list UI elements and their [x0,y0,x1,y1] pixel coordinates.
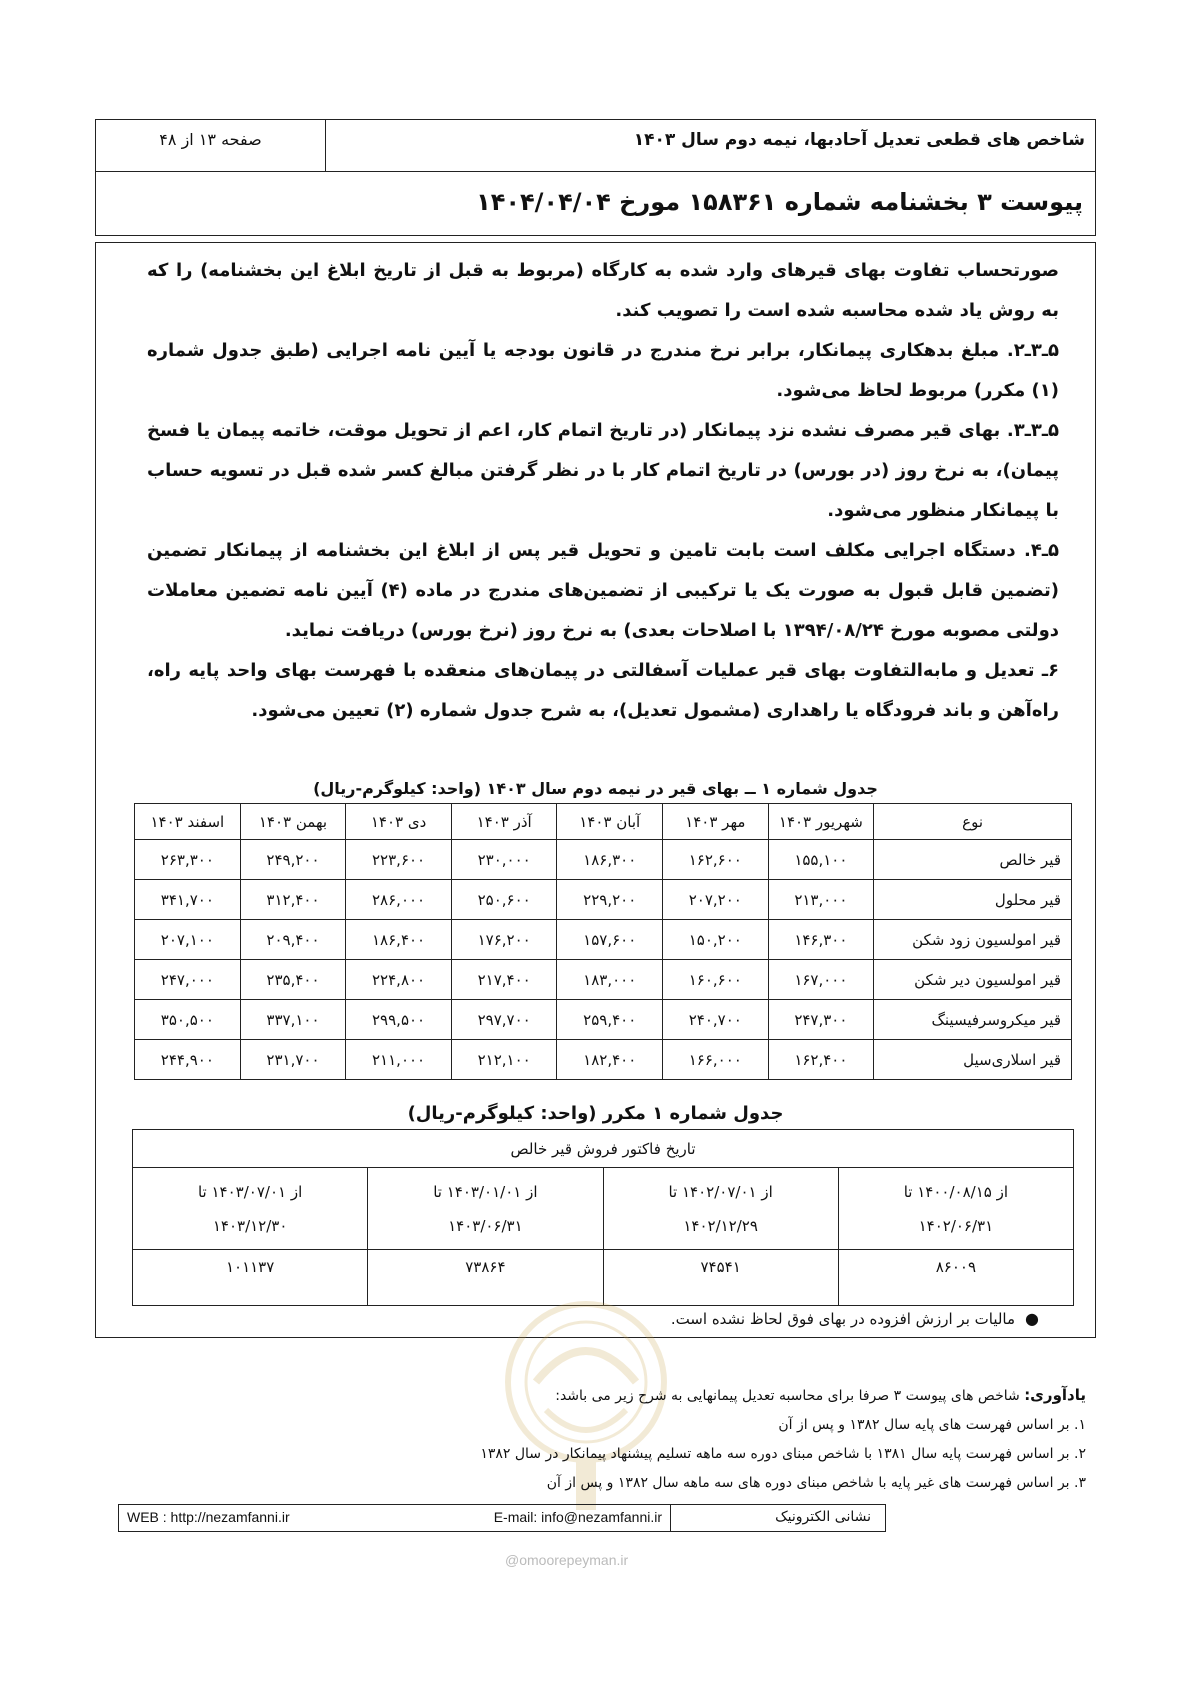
period-end: ۱۴۰۳/۱۲/۳۰ [212,1216,288,1235]
table1-caption: جدول شماره ۱ ــ بهای قیر در نیمه دوم سال ۱۴۰۳ (واحد: کیلوگرم-ریال) [313,779,878,798]
table-cell: ۲۴۰,۷۰۰ [663,1000,769,1040]
table-row [135,880,1072,920]
table-cell: ۲۵۹,۴۰۰ [557,1000,663,1040]
table-cell: ۱۰۱۱۳۷ [133,1250,368,1306]
paragraph: صورتحساب تفاوت بهای قیرهای وارد شده به کارگاه (مربوط به قبل از تاریخ ابلاغ این بخشنامه) را که به روش یاد شده محاسبه شده است را تصویب کند. [147,260,1059,321]
table-row [135,920,1072,960]
table-cell: ۱۵۷,۶۰۰ [557,920,663,960]
reminder-item: ۱. بر اساس فهرست های پایه سال ۱۳۸۲ و پس از آن [778,1417,1086,1433]
column-header: شهریور ۱۴۰۳ [768,804,874,840]
main-content [95,242,1096,1338]
table-cell: قیر امولسیون دیر شکن [874,960,1072,1000]
table-cell: ۲۹۷,۷۰۰ [451,1000,557,1040]
table-row [133,1250,1074,1306]
table-cell: ۲۰۹,۴۰۰ [240,920,346,960]
table-cell: ۲۰۷,۱۰۰ [135,920,241,960]
table-row [135,840,1072,880]
table-cell: ۲۴۴,۹۰۰ [135,1040,241,1080]
table-cell: ۱۷۶,۲۰۰ [451,920,557,960]
table-cell: ۳۵۰,۵۰۰ [135,1000,241,1040]
table-cell: ۱۸۶,۳۰۰ [557,840,663,880]
column-header: آبان ۱۴۰۳ [557,804,663,840]
table-cell: قیر محلول [874,880,1072,920]
email-label: E-mail: [493,1509,538,1525]
table-cell: ۱۶۶,۰۰۰ [663,1040,769,1080]
table-cell: ۲۴۷,۳۰۰ [768,1000,874,1040]
reminder-item: ۳. بر اساس فهرست های غیر پایه با شاخص مبنای دوره های سه ماهه سال ۱۳۸۲ و پس از آن [546,1475,1086,1491]
table-row [135,960,1072,1000]
period-cell [838,1168,1073,1250]
period-start: از ۱۴۰۲/۰۷/۰۱ تا [668,1182,773,1201]
table-cell: ۲۱۷,۴۰۰ [451,960,557,1000]
table-cell: ۲۴۹,۲۰۰ [240,840,346,880]
watermark-text: @omoorepeyman.ir [505,1552,629,1568]
table-cell: ۲۶۳,۳۰۰ [135,840,241,880]
period-end: ۱۴۰۲/۱۲/۲۹ [683,1216,758,1235]
body-text [147,251,1059,731]
bullet-icon: ● [1025,1309,1039,1328]
table-cell: ۱۸۲,۴۰۰ [557,1040,663,1080]
reminder-intro: شاخص های پیوست ۳ صرفا برای محاسبه تعدیل پیمانهایی به شرح زیر می باشد: [555,1388,1020,1404]
paragraph: ۶ـ تعدیل و مابه‌التفاوت بهای قیر عملیات آسفالتی در پیمان‌های منعقده با فهرست بهای واحد پایه راه، راه‌آهن و باند فرودگاه یا راهداری (مشمول تعدیل)، به شرح جدول شماره (۲) تعیین می‌شود. [147,660,1059,721]
table-cell: ۲۲۹,۲۰۰ [557,880,663,920]
period-start: از ۱۴۰۳/۰۷/۰۱ تا [197,1182,303,1201]
period-start: از ۱۴۰۳/۰۱/۰۱ تا [433,1182,538,1201]
reminder-section [86,1381,1086,1498]
table-cell: ۳۱۲,۴۰۰ [240,880,346,920]
table-cell: ۲۸۶,۰۰۰ [346,880,452,920]
column-header: بهمن ۱۴۰۳ [240,804,346,840]
period-end: ۱۴۰۳/۰۶/۳۱ [448,1216,523,1235]
table-cell: ۱۶۰,۶۰۰ [663,960,769,1000]
table-cell: ۲۱۲,۱۰۰ [451,1040,557,1080]
table-cell: ۱۸۶,۴۰۰ [346,920,452,960]
header-row [96,120,1095,172]
table-cell: ۲۳۵,۴۰۰ [240,960,346,1000]
paragraph: ۵ـ۴. دستگاه اجرایی مکلف است بابت تامین و تحویل قیر پس از ابلاغ این بخشنامه از پیمانکار تضمین (تضمین قابل قبول به صورت یک یا ترکیبی از تضمین‌های مندرج در ماده (۴) آیین نامه تضمین معاملات دولتی مصوبه مورخ ۱۳۹۴/۰۸/۲۴ با اصلاحات بعدی) به نرخ روز (نرخ بورس) دریافت نماید. [147,540,1059,641]
table-cell: ۲۰۷,۲۰۰ [663,880,769,920]
table-cell: قیر میکروسرفیسینگ [874,1000,1072,1040]
table-cell: ۱۶۷,۰۰۰ [768,960,874,1000]
table-cell: ۷۴۵۴۱ [603,1250,838,1306]
table-cell: ۲۳۱,۷۰۰ [240,1040,346,1080]
period-start: از ۱۴۰۰/۰۸/۱۵ تا [903,1182,1008,1201]
table-cell: قیر خالص [874,840,1072,880]
column-header: دی ۱۴۰۳ [346,804,452,840]
paragraph: ۵ـ۳ـ۲. مبلغ بدهکاری پیمانکار، برابر نرخ مندرج در قانون بودجه یا آیین نامه اجرایی (طبق جدول شماره (۱) مکرر) مربوط لحاظ می‌شود. [147,340,1059,401]
table-cell: ۲۱۱,۰۰۰ [346,1040,452,1080]
bitumen-invoice-table [132,1129,1074,1306]
column-header: مهر ۱۴۰۳ [663,804,769,840]
table-cell: ۱۵۰,۲۰۰ [663,920,769,960]
website-link[interactable]: WEB : http://nezamfanni.ir [127,1509,290,1525]
note-text: مالیات بر ارزش افزوده در بهای فوق لحاظ نشده است. [670,1309,1016,1328]
table-cell: قیر اسلاری‌سیل [874,1040,1072,1080]
table-cell: ۱۶۲,۴۰۰ [768,1040,874,1080]
document-subtitle: پیوست ۳ بخشنامه شماره ۱۵۸۳۶۱ مورخ ۱۴۰۴/۰۴/۰۴ [476,188,1083,216]
table-cell: ۲۳۰,۰۰۰ [451,840,557,880]
period-cell [603,1168,838,1250]
footer-label: نشانی الکترونیک [670,1505,885,1531]
column-header: آذر ۱۴۰۳ [451,804,557,840]
period-end: ۱۴۰۲/۰۶/۳۱ [918,1216,994,1235]
footer-address [118,1504,886,1532]
column-header: نوع [874,804,1072,840]
table-cell: ۱۸۳,۰۰۰ [557,960,663,1000]
table-cell: ۲۱۳,۰۰۰ [768,880,874,920]
reminder-item: ۲. بر اساس فهرست پایه سال ۱۳۸۱ با شاخص مبنای دوره سه ماهه تسلیم پیشنهاد پیمانکار در سال ۱۳۸۲ [480,1446,1086,1462]
table-cell: ۱۵۵,۱۰۰ [768,840,874,880]
footer-links [119,1505,670,1531]
table-cell: ۷۳۸۶۴ [368,1250,603,1306]
column-header: اسفند ۱۴۰۳ [135,804,241,840]
table-cell: ۲۲۳,۶۰۰ [346,840,452,880]
table-cell: ۲۲۴,۸۰۰ [346,960,452,1000]
table-cell: قیر امولسیون زود شکن [874,920,1072,960]
table-cell: ۱۴۶,۳۰۰ [768,920,874,960]
column-header: تاریخ فاکتور فروش قیر خالص [133,1130,1074,1168]
bitumen-price-table [134,803,1072,1080]
email-link[interactable]: info@nezamfanni.ir [541,1509,662,1525]
page-number: صفحه ۱۳ از ۴۸ [96,120,326,171]
table-row [135,1000,1072,1040]
table-row [135,1040,1072,1080]
table-row [133,1168,1074,1250]
document-title: شاخص های قطعی تعدیل آحادبها، نیمه دوم سال ۱۴۰۳ [633,130,1085,150]
table-cell: ۳۴۱,۷۰۰ [135,880,241,920]
table-cell: ۲۹۹,۵۰۰ [346,1000,452,1040]
period-cell [368,1168,603,1250]
document-header [95,119,1096,236]
table-cell: ۸۶۰۰۹ [838,1250,1073,1306]
table-header-row [135,804,1072,840]
table2-caption: جدول شماره ۱ مکرر (واحد: کیلوگرم-ریال) [407,1103,784,1124]
table-cell: ۳۳۷,۱۰۰ [240,1000,346,1040]
period-cell [133,1168,368,1250]
reminder-label: یادآوری: [1024,1386,1086,1404]
vat-note [671,1309,1039,1328]
table-cell: ۱۶۲,۶۰۰ [663,840,769,880]
table-cell: ۲۴۷,۰۰۰ [135,960,241,1000]
table-header-row [133,1130,1074,1168]
table-cell: ۲۵۰,۶۰۰ [451,880,557,920]
paragraph: ۵ـ۳ـ۳. بهای قیر مصرف نشده نزد پیمانکار (در تاریخ اتمام کار، اعم از تحویل موقت، خاتمه پیمان یا فسخ پیمان)، به نرخ روز (در بورس) در تاریخ اتمام کار با در نظر گرفتن مبالغ کسر شده قبل در تسویه حساب با پیمانکار منظور می‌شود. [147,420,1059,521]
reminder-intro-line [86,1381,1086,1411]
